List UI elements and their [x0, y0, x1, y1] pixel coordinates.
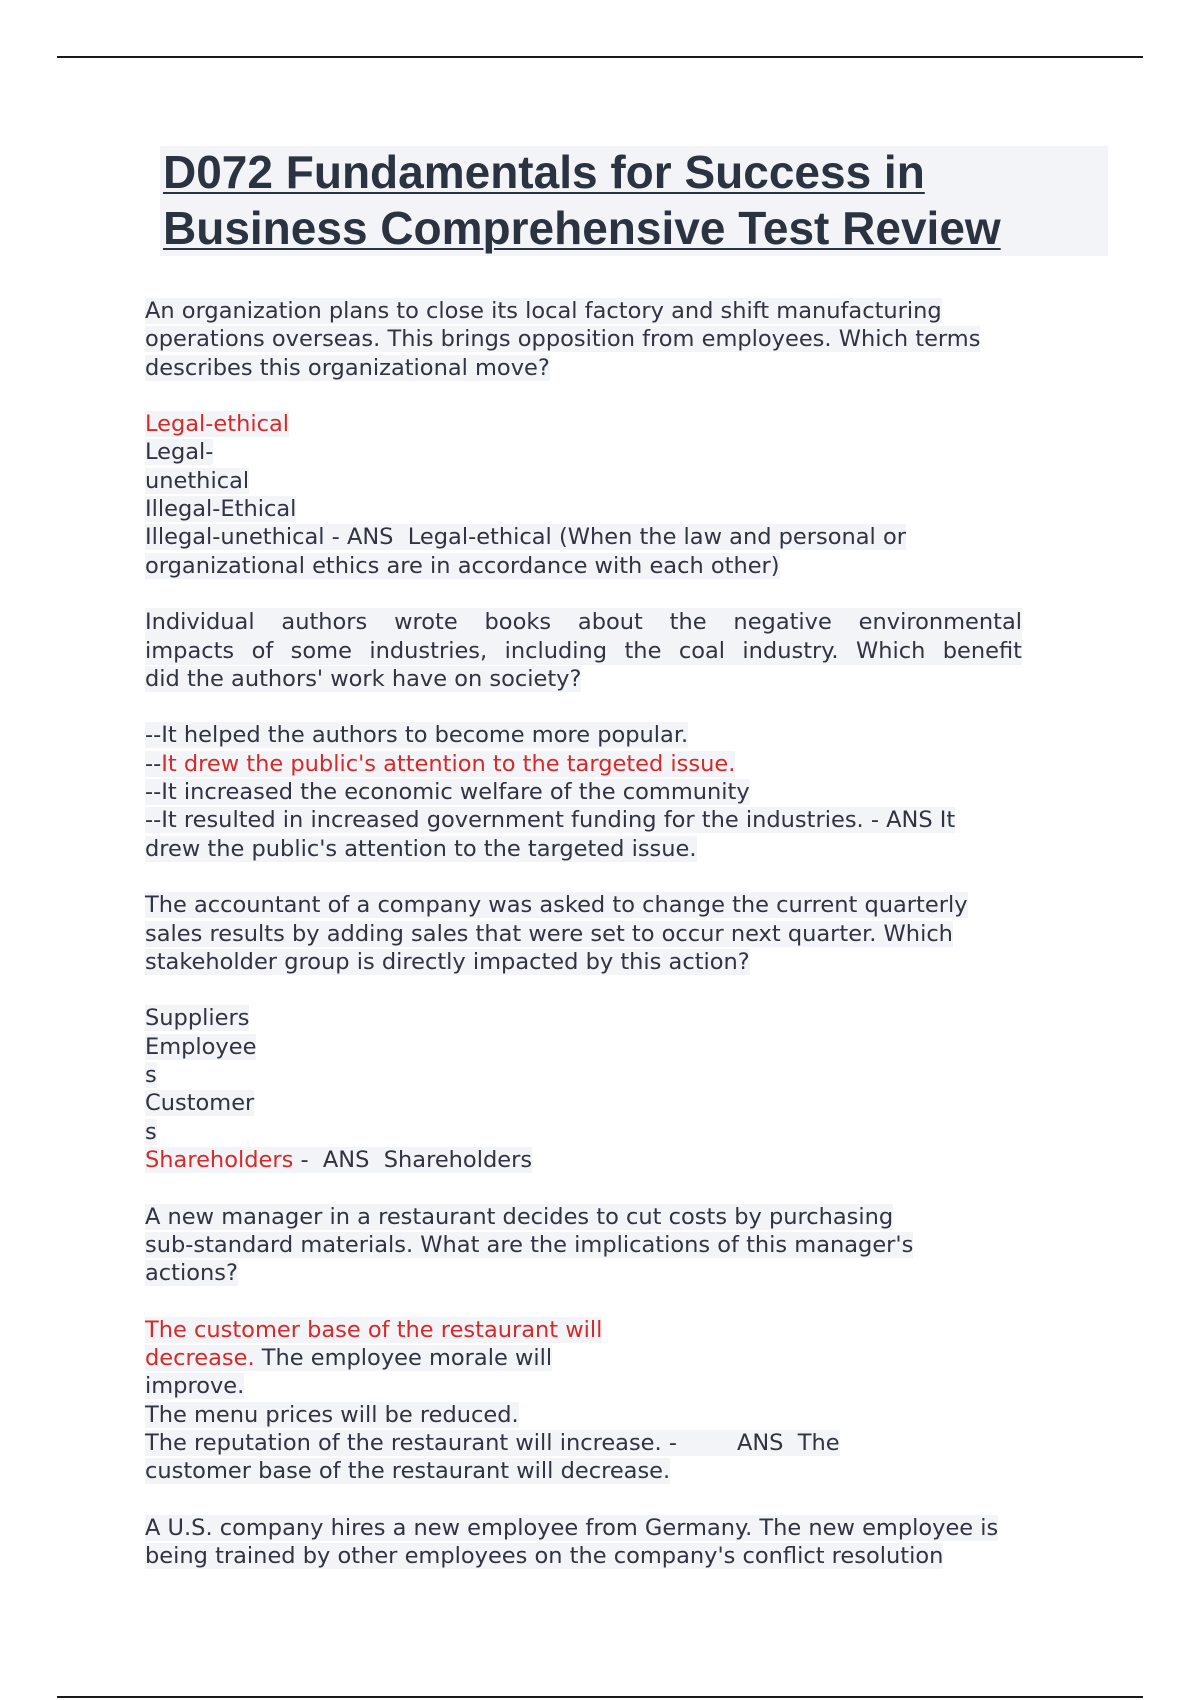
option-prefix: --: [145, 722, 162, 749]
question-text-line: operations overseas. This brings opposition from employees. Which terms: [145, 326, 981, 353]
title-line-2: Business Comprehensive Test Review: [163, 202, 1001, 254]
question-3-options: [145, 1004, 1045, 1174]
document-body: [145, 297, 1045, 1599]
option-prefix: --: [145, 779, 162, 806]
question-text-line: impacts of some industries, including the coal industry. Which benefit: [145, 637, 1022, 664]
title-line-1: D072 Fundamentals for Success in: [163, 146, 925, 198]
correct-option: Legal-ethical: [145, 411, 290, 438]
option: s: [145, 1062, 157, 1089]
question-4-options: [145, 1316, 1045, 1486]
option: It helped the authors to become more popular.: [161, 722, 689, 749]
option-prefix: --: [145, 750, 162, 777]
question-text-line: describes this organizational move?: [145, 354, 550, 381]
question-text-line: sales results by adding sales that were set to occur next quarter. Which: [145, 920, 953, 947]
document-title: [163, 144, 1001, 256]
correct-option: It drew the public's attention to the targeted issue.: [161, 750, 736, 777]
answer-text: customer base of the restaurant will decrease.: [145, 1458, 671, 1485]
bottom-rule: [57, 1696, 1143, 1698]
option: improve.: [145, 1373, 245, 1400]
answer-text: Legal-ethical (When the law and personal or: [407, 524, 906, 551]
option: Illegal-unethical -: [145, 524, 347, 551]
question-text-line: An organization plans to close its local factory and shift manufacturing: [145, 298, 942, 324]
answer-separator: -: [293, 1146, 316, 1173]
question-text-line: A new manager in a restaurant decides to cut costs by purchasing: [145, 1203, 894, 1230]
answer-text: The: [797, 1429, 840, 1456]
question-text-line: Individual authors wrote books about the negative environmental: [145, 609, 1022, 636]
answer-label: ANS: [736, 1429, 784, 1456]
option: Suppliers: [145, 1005, 250, 1032]
question-4: [145, 1203, 1045, 1288]
answer-text: organizational ethics are in accordance with each other): [145, 552, 780, 579]
top-rule: [57, 56, 1143, 58]
question-2: [145, 608, 1045, 693]
option: It resulted in increased government funding for the industries. - ANS It: [161, 807, 956, 834]
option: Employee: [145, 1033, 257, 1060]
correct-option: decrease.: [145, 1344, 255, 1371]
answer-label: ANS: [322, 1146, 370, 1173]
option: The reputation of the restaurant will increase. -: [145, 1429, 677, 1456]
option: It increased the economic welfare of the community: [161, 779, 750, 806]
option: Customer: [145, 1090, 255, 1117]
question-text-line: did the authors' work have on society?: [145, 665, 582, 692]
question-text-line: A U.S. company hires a new employee from Germany. The new employee is: [145, 1514, 999, 1541]
option: Illegal-Ethical: [145, 496, 297, 523]
question-1: [145, 297, 1045, 382]
question-text-line: actions?: [145, 1260, 238, 1287]
question-text-line: being trained by other employees on the company's conflict resolution: [145, 1543, 944, 1570]
option: unethical: [145, 467, 250, 494]
question-1-options: [145, 410, 1045, 580]
question-text-line: stakeholder group is directly impacted by this action?: [145, 948, 750, 975]
answer-text: drew the public's attention to the targeted issue.: [145, 835, 697, 862]
question-5: [145, 1514, 1045, 1571]
correct-option: Shareholders: [145, 1146, 294, 1173]
question-text-line: sub-standard materials. What are the implications of this manager's: [145, 1231, 914, 1258]
answer-text: Shareholders: [383, 1146, 533, 1173]
question-3: [145, 891, 1045, 976]
correct-option: The customer base of the restaurant will: [145, 1316, 603, 1343]
option: s: [145, 1118, 157, 1145]
answer-label: ANS: [346, 524, 394, 551]
question-text-line: The accountant of a company was asked to change the current quarterly: [145, 892, 968, 919]
option-prefix: --: [145, 807, 162, 834]
question-2-options: [145, 721, 1045, 862]
option: Legal-: [145, 439, 214, 466]
option: The menu prices will be reduced.: [145, 1401, 519, 1428]
option: The employee morale will: [254, 1344, 553, 1371]
